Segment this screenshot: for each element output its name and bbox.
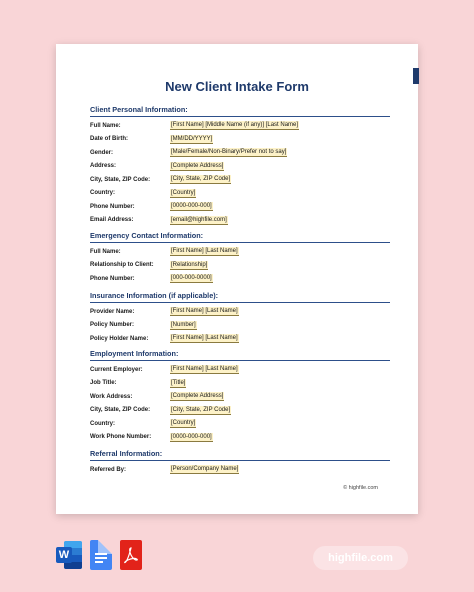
form-row — [90, 272, 390, 286]
field-label: City, State, ZIP Code: — [90, 176, 151, 183]
section-heading: Emergency Contact Information: — [90, 231, 390, 243]
form-row — [90, 363, 390, 377]
field-label: Relationship to Client: — [90, 262, 154, 269]
field-value[interactable]: [First Name] [Last Name] — [171, 335, 238, 342]
form-row — [90, 463, 390, 477]
form-row — [90, 319, 390, 333]
form-row — [90, 259, 390, 273]
field-value[interactable]: [City, State, ZIP Code] — [171, 176, 231, 183]
field-label: Phone Number: — [90, 275, 135, 282]
form-row — [90, 390, 390, 404]
field-value[interactable]: [Country] — [171, 189, 196, 196]
section-heading: Employment Information: — [90, 349, 390, 361]
field-value[interactable]: [First Name] [Last Name] — [171, 308, 238, 315]
field-label: Provider Name: — [90, 308, 135, 315]
copyright-text: © highfile.com — [343, 485, 378, 491]
field-value[interactable]: [Title] — [171, 379, 186, 386]
pdf-icon[interactable] — [120, 540, 142, 570]
word-letter: W — [56, 547, 72, 563]
field-value[interactable]: [Relationship] — [171, 261, 208, 268]
form-row — [90, 431, 390, 445]
field-value[interactable]: [Person/Company Name] — [171, 466, 239, 473]
field-value[interactable]: [0000-000-000] — [171, 203, 212, 210]
field-label: Gender: — [90, 149, 114, 156]
form-row — [90, 119, 390, 133]
field-label: Policy Holder Name: — [90, 335, 149, 342]
form-row — [90, 245, 390, 259]
form-row — [90, 200, 390, 214]
highfile-brand-badge[interactable]: highfile.com — [313, 546, 408, 570]
field-label: Email Address: — [90, 217, 134, 224]
field-label: Current Employer: — [90, 366, 143, 373]
field-label: Job Title: — [90, 380, 117, 387]
field-label: Work Phone Number: — [90, 434, 152, 441]
section-client-personal — [90, 105, 390, 227]
form-row — [90, 173, 390, 187]
field-value[interactable]: [0000-000-000] — [171, 433, 212, 440]
field-label: Phone Number: — [90, 203, 135, 210]
field-value[interactable]: [Complete Address] — [171, 162, 224, 169]
format-icons — [56, 540, 142, 570]
field-value[interactable]: [First Name] [Last Name] — [171, 366, 238, 373]
field-value[interactable]: [Complete Address] — [171, 393, 224, 400]
section-heading: Insurance Information (if applicable): — [90, 291, 390, 303]
form-row — [90, 133, 390, 147]
field-value[interactable]: [MM/DD/YYYY] — [171, 135, 213, 142]
form-title: New Client Intake Form — [165, 79, 309, 94]
field-value[interactable]: [Male/Female/Non-Binary/Prefer not to say] — [171, 149, 287, 156]
form-row — [90, 160, 390, 174]
field-label: City, State, ZIP Code: — [90, 407, 151, 414]
field-label: Date of Birth: — [90, 136, 128, 143]
form-row — [90, 305, 390, 319]
form-row — [90, 332, 390, 346]
page-tab-marker — [413, 68, 419, 84]
field-value[interactable]: [First Name] [Last Name] — [171, 248, 238, 255]
section-emergency-contact — [90, 231, 390, 286]
section-referral — [90, 449, 390, 477]
field-label: Full Name: — [90, 122, 121, 129]
document-page — [56, 44, 418, 514]
field-value[interactable]: [000-000-0000] — [171, 275, 212, 282]
form-row — [90, 377, 390, 391]
form-row — [90, 187, 390, 201]
field-label: Policy Number: — [90, 322, 135, 329]
section-insurance — [90, 291, 390, 346]
form-row — [90, 146, 390, 160]
field-label: Country: — [90, 190, 115, 197]
field-label: Referred By: — [90, 466, 127, 473]
field-value[interactable]: [email@highfile.com] — [171, 216, 227, 223]
section-employment — [90, 349, 390, 444]
field-label: Country: — [90, 420, 115, 427]
word-icon[interactable] — [56, 540, 82, 570]
section-heading: Referral Information: — [90, 449, 390, 461]
field-value[interactable]: [First Name] [Middle Name (if any)] [Last Name] — [171, 122, 299, 129]
field-label: Address: — [90, 163, 117, 170]
form-row — [90, 214, 390, 228]
field-value[interactable]: [Country] — [171, 420, 196, 427]
field-value[interactable]: [Number] — [171, 321, 196, 328]
field-label: Work Address: — [90, 393, 133, 400]
field-label: Full Name: — [90, 248, 121, 255]
section-heading: Client Personal Information: — [90, 105, 390, 117]
google-docs-icon[interactable] — [90, 540, 112, 570]
field-value[interactable]: [City, State, ZIP Code] — [171, 406, 231, 413]
form-row — [90, 404, 390, 418]
form-row — [90, 417, 390, 431]
